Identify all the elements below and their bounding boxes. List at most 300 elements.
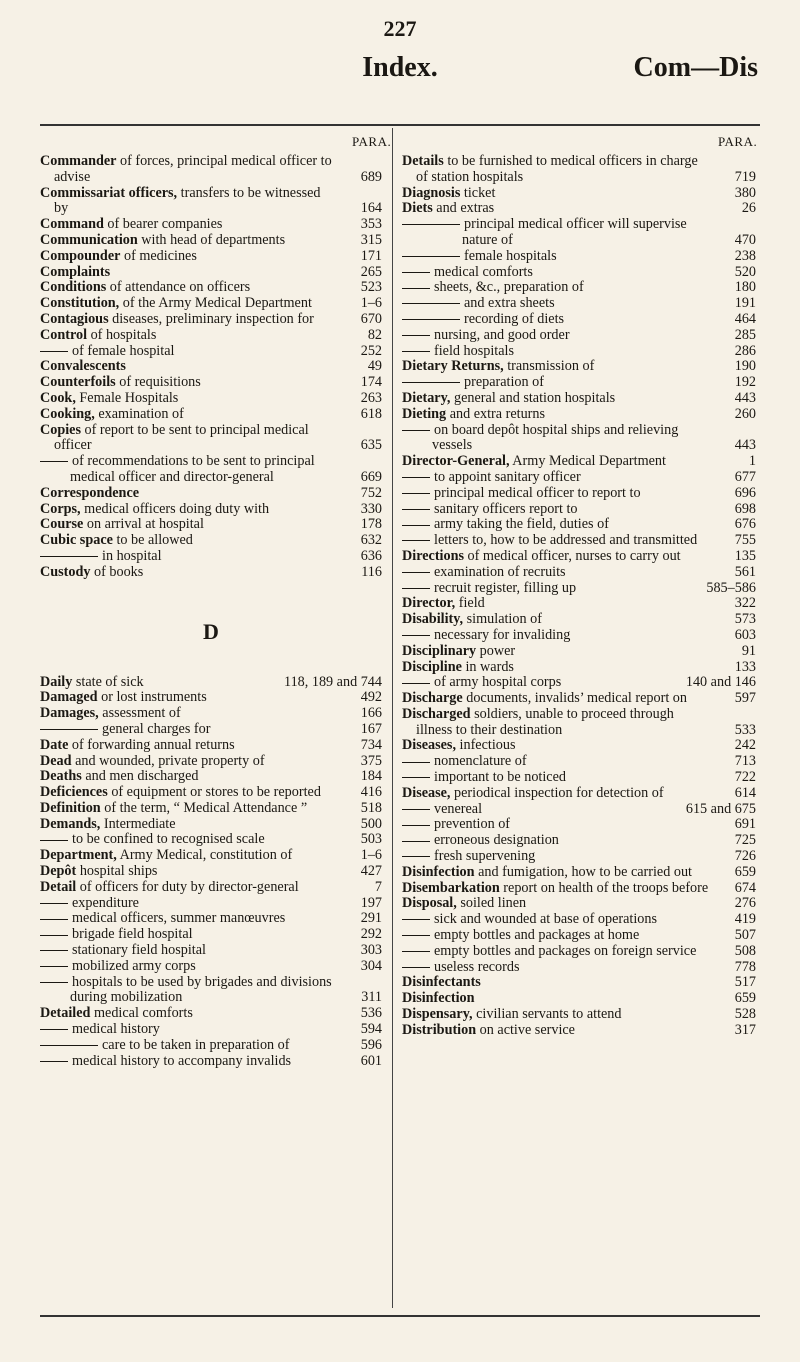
entry-text [432, 264, 533, 280]
entry-text [70, 942, 206, 958]
entry-paragraph-ref: 276 [734, 895, 756, 912]
entry-subject: hospital ships [76, 863, 158, 880]
entry-subject: and extras [432, 200, 495, 217]
entry-term: Disembarkation [402, 879, 500, 896]
entry-term: Date [40, 736, 69, 753]
index-entry [402, 833, 756, 849]
entry-text [40, 753, 265, 769]
entry-paragraph-ref: 691 [734, 816, 756, 833]
entry-term: Convalescents [40, 358, 126, 375]
entry-subject: Intermediate [100, 815, 176, 832]
ditto-dash [40, 1061, 68, 1062]
ditto-dash [402, 588, 430, 589]
index-entry [402, 486, 756, 502]
entry-text [40, 264, 110, 280]
entry-subject: examination of [94, 405, 184, 422]
entry-paragraph-ref: 725 [734, 832, 756, 849]
index-entry [40, 911, 382, 927]
index-entry [402, 881, 756, 897]
entry-subject: venereal [434, 800, 483, 817]
ditto-dash [402, 382, 460, 383]
index-entry [402, 533, 756, 549]
entry-paragraph-ref: 520 [734, 263, 756, 280]
entry-subject: assessment of [98, 705, 181, 722]
entry-term: Constitution, [40, 295, 120, 312]
entry-term: Dispensary, [402, 1006, 473, 1023]
footer-rule [40, 1315, 760, 1317]
entry-text [432, 422, 678, 454]
ditto-dash [40, 1029, 68, 1030]
entry-term: Disinfectants [402, 974, 481, 991]
entry-subject: of the Army Medical Department [119, 295, 312, 312]
index-entry [40, 233, 382, 249]
entry-paragraph-ref: 726 [734, 848, 756, 865]
entry-paragraph-ref: 659 [734, 863, 756, 880]
entry-paragraph-ref: 190 [734, 358, 756, 375]
entry-text [432, 580, 576, 596]
entry-subject: hospitals to be used by brigades and divisions during mobilization [70, 973, 332, 1006]
entry-text [432, 927, 639, 943]
ditto-dash [402, 825, 430, 826]
entry-term: Cooking, [40, 405, 95, 422]
entry-paragraph-ref: 192 [734, 374, 756, 391]
entry-text [100, 1037, 290, 1053]
entry-text [432, 627, 570, 643]
index-entry [402, 391, 756, 407]
entry-term: Complaints [40, 263, 111, 280]
entry-text [432, 959, 520, 975]
entry-text [40, 516, 204, 532]
index-entry [402, 470, 756, 486]
entry-paragraph-ref: 184 [360, 768, 382, 785]
entry-subject: and fumigation, how to be carried out [474, 863, 692, 880]
entry-subject: to appoint sanitary officer [434, 468, 581, 485]
entry-text [462, 295, 555, 311]
entry-subject: in wards [461, 658, 514, 675]
entry-text [402, 453, 666, 469]
entry-text [402, 200, 494, 216]
entry-term: Distribution [402, 1021, 477, 1038]
entry-paragraph-ref: 315 [360, 231, 382, 248]
entry-text [402, 659, 514, 675]
entry-subject: expenditure [72, 894, 139, 911]
entry-paragraph-ref: 470 [734, 231, 756, 248]
entry-paragraph-ref: 285 [734, 326, 756, 343]
entry-subject: medical history [72, 1021, 160, 1038]
index-entry [402, 296, 756, 312]
entry-text [40, 847, 292, 863]
entry-subject: of requisitions [115, 374, 201, 391]
entry-paragraph-ref: 632 [360, 532, 382, 549]
entry-text [462, 374, 544, 390]
entry-paragraph-ref: 174 [360, 374, 382, 391]
entry-subject: general and station hospitals [450, 389, 616, 406]
entry-text [462, 248, 557, 264]
ditto-dash [402, 762, 430, 763]
index-entry [40, 1054, 382, 1070]
entry-text [40, 248, 197, 264]
entry-subject: medical comforts [434, 263, 533, 280]
entry-subject: on arrival at hospital [83, 516, 204, 533]
ditto-dash [402, 841, 430, 842]
ditto-dash [402, 856, 430, 857]
entry-subject: examination of recruits [434, 563, 566, 580]
entry-text [432, 801, 482, 817]
entry-text [432, 279, 584, 295]
entry-subject: and extra returns [446, 405, 546, 422]
entry-paragraph-ref: 778 [734, 958, 756, 975]
entry-term: Disinfection [402, 863, 475, 880]
entry-paragraph-ref: 171 [360, 247, 382, 264]
entry-term: Commissariat officers, [40, 184, 178, 201]
entry-term: Disability, [402, 611, 464, 628]
entry-paragraph-ref: 133 [734, 658, 756, 675]
entry-text [40, 311, 314, 327]
entry-text [432, 816, 510, 832]
entry-term: Disposal, [402, 895, 457, 912]
entry-subject: medical history to accompany invalids [72, 1052, 292, 1069]
ditto-dash [402, 540, 430, 541]
entry-text [432, 327, 570, 343]
running-head-title: Index. [362, 52, 438, 83]
entry-term: Disease, [402, 784, 451, 801]
entry-subject: or lost instruments [97, 689, 207, 706]
index-entry [402, 628, 756, 644]
entry-paragraph-ref: 752 [360, 484, 382, 501]
entry-subject: documents, invalids’ medical report on [462, 690, 687, 707]
entry-text [40, 674, 144, 690]
entry-paragraph-ref: 443 [734, 437, 756, 454]
entry-text [40, 879, 299, 895]
index-entry: Detail of officers for duty by director-general 7 [40, 878, 382, 895]
entry-text [402, 153, 698, 185]
entry-term: Deaths [40, 768, 82, 785]
index-entry [40, 896, 382, 912]
entry-term: Damaged [40, 689, 98, 706]
ditto-dash [402, 477, 430, 478]
index-entry [40, 943, 382, 959]
section-letter: D [203, 618, 219, 644]
entry-term: Diets [402, 200, 433, 217]
index-entry [402, 581, 756, 597]
index-entry [402, 912, 756, 928]
para-label-left: PARA. [352, 134, 392, 149]
entry-term: Cubic space [40, 532, 113, 549]
entry-text [402, 864, 692, 880]
entry-subject: transfers to be witnessed by [54, 184, 321, 217]
ditto-dash [40, 556, 98, 557]
entry-paragraph-ref: 676 [734, 516, 756, 533]
entry-text [402, 990, 475, 1006]
entry-text [40, 501, 269, 517]
entry-subject: brigade field hospital [72, 926, 193, 943]
entry-term: Commander [40, 153, 117, 169]
index-entry [40, 785, 382, 801]
index-entry [40, 817, 382, 833]
entry-text [402, 358, 594, 374]
ditto-dash [402, 935, 430, 936]
entry-text [432, 485, 641, 501]
entry-subject: of female hospital [72, 342, 175, 359]
entry-subject: recording of diets [464, 310, 565, 327]
ditto-dash [40, 461, 68, 462]
section-d-entries-continued [402, 154, 756, 1039]
entry-term: Details [402, 153, 444, 169]
index-entry [402, 375, 756, 391]
entry-paragraph-ref: 1–6 [360, 295, 382, 312]
entry-term: Contagious [40, 310, 109, 327]
entry-paragraph-ref: 674 [734, 879, 756, 896]
entry-subject: field [455, 595, 485, 612]
index-entry [40, 391, 382, 407]
entry-subject: medical officers doing duty with [80, 500, 270, 517]
entry-subject: nursing, and good order [434, 326, 570, 343]
entry-text [40, 564, 143, 580]
index-entry [402, 217, 756, 249]
entry-subject: of report to be sent to principal medical officer [54, 421, 309, 454]
entry-paragraph-ref: 317 [734, 1021, 756, 1038]
entry-term: Control [40, 326, 88, 343]
page-number: 227 [383, 16, 417, 41]
index-entry [40, 423, 382, 455]
entry-paragraph-ref: 696 [734, 484, 756, 501]
entry-text [40, 374, 201, 390]
entry-subject: useless records [434, 958, 520, 975]
entry-text [432, 501, 578, 517]
index-entry [40, 375, 382, 391]
index-entry [402, 280, 756, 296]
entry-paragraph-ref: 353 [360, 216, 382, 233]
ditto-dash [402, 951, 430, 952]
para-label-right: PARA. [718, 134, 758, 149]
index-entry [402, 675, 756, 691]
index-entry [402, 565, 756, 581]
entry-paragraph-ref: 719 [734, 168, 756, 185]
entry-subject: medical comforts [90, 1005, 193, 1022]
entry-term: Custody [40, 563, 91, 580]
index-entry [402, 707, 756, 739]
entry-paragraph-ref: 238 [734, 247, 756, 264]
index-entry [40, 517, 382, 533]
entry-subject: and extra sheets [464, 295, 555, 312]
index-entry [40, 1038, 382, 1054]
entry-term: Discipline [402, 658, 462, 675]
entry-text [40, 216, 222, 232]
entry-subject: principal medical officer to report to [434, 484, 641, 501]
entry-paragraph-ref: 263 [360, 389, 382, 406]
ditto-dash [402, 967, 430, 968]
entry-subject: empty bottles and packages on foreign service [434, 942, 697, 959]
index-entry [40, 407, 382, 423]
index-entry [40, 328, 382, 344]
entry-subject: recruit register, filling up [434, 579, 577, 596]
entry-text [432, 911, 657, 927]
ditto-dash [402, 919, 430, 920]
entry-paragraph-ref: 528 [734, 1006, 756, 1023]
index-entry [402, 944, 756, 960]
entry-paragraph-ref: 265 [360, 263, 382, 280]
index-entry [40, 1006, 382, 1022]
entry-term: Deficiences [40, 784, 108, 801]
index-entry [40, 154, 382, 186]
entry-text [432, 848, 535, 864]
entry-subject: important to be noticed [434, 769, 566, 786]
ditto-dash [40, 840, 68, 841]
entry-subject: state of sick [72, 673, 144, 690]
entry-paragraph-ref: 291 [360, 910, 382, 927]
ditto-dash [40, 982, 68, 983]
ditto-dash [402, 430, 430, 431]
entry-paragraph-ref: 180 [734, 279, 756, 296]
entry-text [40, 295, 312, 311]
index-column-right [402, 154, 756, 1039]
entry-paragraph-ref: 508 [734, 942, 756, 959]
ditto-dash [40, 1045, 98, 1046]
index-entry [402, 328, 756, 344]
entry-subject: female hospitals [464, 247, 557, 264]
entry-subject: medical officers, summer manœuvres [72, 910, 286, 927]
entry-paragraph-ref: 464 [734, 310, 756, 327]
entry-text [40, 1005, 193, 1021]
index-entry [40, 249, 382, 265]
entry-term: Dieting [402, 405, 447, 422]
entry-subject: of the term, “ Medical Attendance ” [100, 799, 308, 816]
entry-subject: army taking the field, duties of [434, 516, 609, 533]
entry-subject: report on health of the troops before [499, 879, 709, 896]
entry-text [432, 753, 527, 769]
entry-subject: necessary for invaliding [434, 626, 571, 643]
entry-text [100, 548, 162, 564]
entry-text [402, 737, 516, 753]
entry-text [70, 1021, 160, 1037]
entry-term: Disinfection [402, 990, 475, 1007]
entry-subject: fresh supervening [434, 848, 536, 865]
index-entry [40, 722, 382, 738]
entry-text [402, 643, 515, 659]
entry-text [402, 595, 485, 611]
index-entry [40, 769, 382, 785]
index-entry [40, 738, 382, 754]
entry-text [70, 343, 174, 359]
entry-term: Daily [40, 673, 73, 690]
entry-paragraph-ref: 322 [734, 595, 756, 612]
entry-paragraph-ref: 167 [360, 720, 382, 737]
ditto-dash [402, 777, 430, 778]
entry-text [402, 1006, 622, 1022]
entry-term: Corps, [40, 500, 81, 517]
index-entry [402, 423, 756, 455]
entry-paragraph-ref: 533 [734, 721, 756, 738]
index-entry [402, 612, 756, 628]
entry-term: Compounder [40, 247, 121, 264]
index-entry [402, 960, 756, 976]
index-entry [402, 865, 756, 881]
entry-term: Command [40, 216, 104, 233]
index-entry [402, 249, 756, 265]
index-entry [402, 644, 756, 660]
index-entry [40, 959, 382, 975]
ditto-dash [402, 635, 430, 636]
entry-paragraph-ref: 635 [360, 437, 382, 454]
ditto-dash [402, 572, 430, 573]
entry-term: Dietary, [402, 389, 451, 406]
index-entry [402, 186, 756, 202]
entry-text [402, 895, 526, 911]
entry-subject: of equipment or stores to be reported [107, 784, 321, 801]
index-entry [402, 1007, 756, 1023]
ditto-dash [402, 303, 460, 304]
entry-paragraph-ref: 518 [360, 799, 382, 816]
entry-paragraph-ref: 507 [734, 927, 756, 944]
entry-text [40, 816, 176, 832]
entry-paragraph-ref: 252 [360, 342, 382, 359]
entry-subject: prevention of [434, 816, 511, 833]
entry-paragraph-ref: 135 [734, 547, 756, 564]
entry-paragraph-ref: 670 [360, 310, 382, 327]
index-entry [40, 1022, 382, 1038]
index-entry [402, 991, 756, 1007]
entry-text [70, 926, 193, 942]
entry-term: Course [40, 516, 84, 533]
entry-term: Detailed [40, 1005, 91, 1022]
index-entry: Director-General, Army Medical Department 1 [402, 453, 756, 470]
entry-paragraph-ref: 197 [360, 894, 382, 911]
entry-subject: soiled linen [456, 895, 527, 912]
index-entry [40, 754, 382, 770]
entry-subject: with head of departments [137, 231, 286, 248]
entry-subject: letters to, how to be addressed and transmitted [434, 532, 698, 549]
entry-text [402, 406, 545, 422]
entry-subject: Army Medical, constitution of [116, 847, 293, 864]
index-entry [402, 265, 756, 281]
entry-paragraph-ref: 330 [360, 500, 382, 517]
entry-paragraph-ref: 698 [734, 500, 756, 517]
entry-term: Diseases, [402, 737, 456, 754]
entry-paragraph-ref: 536 [360, 1005, 382, 1022]
ditto-dash [402, 683, 430, 684]
entry-term: Demands, [40, 815, 101, 832]
index-entry [40, 565, 382, 581]
entry-paragraph-ref: 603 [734, 626, 756, 643]
section-d-entries [40, 675, 382, 1070]
section-c-entries [40, 154, 382, 581]
index-entry [40, 533, 382, 549]
index-entry [402, 975, 756, 991]
entry-subject: of medical officer, nurses to carry out [464, 547, 681, 564]
entry-text [40, 232, 285, 248]
index-entry [402, 201, 756, 217]
entry-paragraph-ref: 1–6 [360, 847, 382, 864]
entry-text [40, 185, 321, 217]
entry-text [462, 216, 687, 248]
index-entry [402, 802, 756, 818]
entry-text [40, 737, 235, 753]
entry-paragraph-ref: 614 [734, 784, 756, 801]
entry-text [432, 343, 514, 359]
index-entry [402, 786, 756, 802]
entry-term: Detail [40, 878, 77, 895]
ditto-dash [40, 903, 68, 904]
index-entry [402, 596, 756, 612]
entry-text [40, 390, 178, 406]
entry-subject: stationary field hospital [72, 942, 206, 959]
index-entry [402, 517, 756, 533]
index-entry [40, 502, 382, 518]
entry-text [40, 689, 207, 705]
ditto-dash [402, 509, 430, 510]
entry-paragraph-ref: 596 [360, 1036, 382, 1053]
entry-text [40, 422, 309, 454]
